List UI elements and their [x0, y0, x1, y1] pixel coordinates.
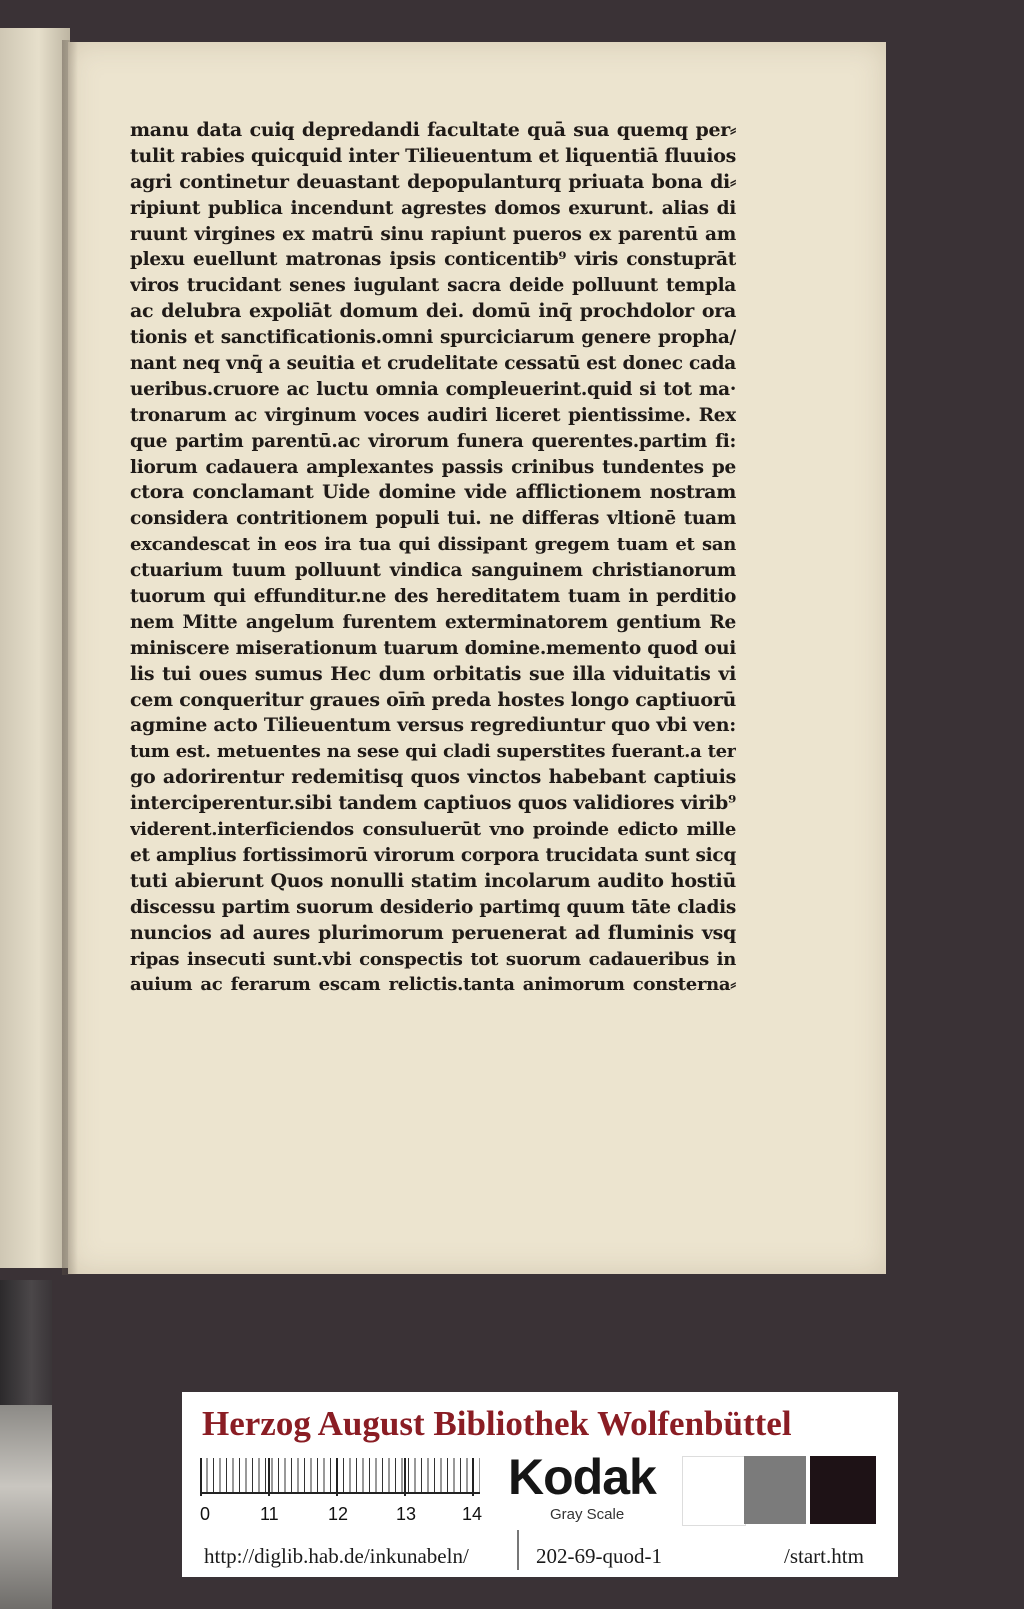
ruler-number: 11: [260, 1504, 279, 1524]
target-card: [182, 1392, 898, 1577]
ruler-tick: [404, 1458, 406, 1496]
text-line: plexu euellunt matronas ipsis conticentib⁹ viris constuprāt: [130, 249, 736, 271]
ruler-number: 0: [200, 1504, 211, 1524]
text-line: ac delubra expoliāt domum dei. domū inq̄ prochdolor ora: [130, 300, 736, 323]
text-line: excandescat in eos ira tua qui dissipant gregem tuam et san: [130, 534, 736, 556]
text-line: ctora conclamant Uide domine vide afflictionem nostram: [130, 481, 736, 504]
text-line: nem Mitte angelum furentem exterminatorem gentium Re: [130, 611, 736, 633]
swatch-white: [682, 1456, 746, 1526]
text-line: cem conqueritur graues oīm̄ preda hostes longo captiuorū: [130, 688, 736, 711]
text-line: considera contritionem populi tui. ne differas vltionē tuam: [130, 508, 736, 530]
ruler-number: 14: [462, 1504, 483, 1524]
text-line: nant neq vnq̄ a seuitia et crudelitate cessatū est donec cada: [130, 353, 736, 375]
ruler-tick: [472, 1458, 474, 1496]
text-line: tuti abierunt Quos nonulli statim incolarum audito hostiū: [130, 869, 736, 892]
text-line: que partim parentū.ac virorum funera querentes.partim fi:: [130, 430, 736, 452]
text-line: et amplius fortissimorū virorum corpora trucidata sunt sicq: [130, 844, 736, 866]
ruler-tick: [200, 1458, 202, 1496]
text-line: tulit rabies quicquid inter Tilieuentum et liquentiā fluuios: [130, 144, 736, 167]
url-divider: [517, 1530, 519, 1570]
text-line: ripas insecuti sunt.vbi conspectis tot suorum cadaueribus in: [130, 948, 736, 970]
text-line: auium ac ferarum escam relictis.tanta animorum consterna⸗: [130, 974, 736, 996]
text-line: ueribus.cruore ac luctu omnia compleuerint.quid si tot ma·: [130, 378, 736, 400]
text-line: viderent.interficiendos consuluerūt vno proinde edicto mille: [130, 819, 736, 841]
text-line: discessu partim suorum desiderio partimq quum tāte cladis: [130, 896, 736, 918]
text-line: tuorum qui effunditur.ne des hereditatem tuam in perditio: [130, 586, 736, 608]
institution-name: Herzog August Bibliothek Wolfenbüttel: [202, 1404, 792, 1443]
text-line: tronarum ac virginum voces audiri liceret pientissime. Rex: [130, 404, 736, 426]
swatch-gray: [744, 1456, 806, 1524]
kodak-logo: Kodak: [508, 1449, 656, 1505]
text-line: go adorirentur redemitisq quos vinctos habebant captiuis: [130, 766, 736, 789]
text-line: ctuarium tuum polluunt vindica sanguinem christianorum: [130, 560, 736, 582]
page-text-block: [130, 118, 736, 998]
text-line: agri continetur deuastant depopulanturq priuata bona di⸗: [130, 170, 736, 193]
text-line: liorum cadauera amplexantes passis crinibus tundentes pe: [130, 456, 736, 478]
url-base: http://diglib.hab.de/inkunabeln/: [204, 1544, 469, 1568]
corner-label-strip: [0, 1405, 52, 1609]
gray-scale-caption: Gray Scale: [550, 1506, 625, 1523]
swatch-black: [810, 1456, 876, 1524]
url-end: /start.htm: [784, 1544, 864, 1568]
text-line: viros trucidant senes iugulant sacra deide polluunt templa: [130, 275, 736, 297]
text-line: interciperentur.sibi tandem captiuos quos validiores virib⁹: [130, 792, 736, 815]
text-line: agmine acto Tilieuentum versus regrediuntur quo vbi ven:: [130, 714, 736, 737]
shelfmark: 202-69-quod-1: [536, 1544, 662, 1568]
text-line: nuncios ad aures plurimorum peruenerat ad fluminis vsq: [130, 921, 736, 944]
text-line: miniscere miserationum tuarum domine.memento quod oui: [130, 637, 736, 659]
ruler-number: 12: [328, 1504, 349, 1524]
text-line: manu data cuiq depredandi facultate quā sua quemq per⸗: [130, 119, 736, 141]
text-line: tum est. metuentes na sese qui cladi superstites fuerant.a ter: [130, 741, 736, 763]
ruler-tick: [268, 1458, 270, 1496]
spine-shadow: [62, 40, 78, 1275]
facing-page-edge: [0, 28, 70, 1268]
text-line: ripiunt publica incendunt agrestes domos exurunt. alias di: [130, 197, 736, 219]
text-line: ruunt virgines ex matrū sinu rapiunt pueros ex parentū am: [130, 223, 736, 245]
ruler-tick: [336, 1458, 338, 1496]
text-line: lis tui oues sumus Hec dum orbitatis sue illa viduitatis vi: [130, 662, 736, 685]
measurement-ruler: [200, 1458, 480, 1494]
ruler-number: 13: [396, 1504, 417, 1524]
text-line: tionis et sanctificationis.omni spurciciarum genere propha/: [130, 327, 736, 349]
